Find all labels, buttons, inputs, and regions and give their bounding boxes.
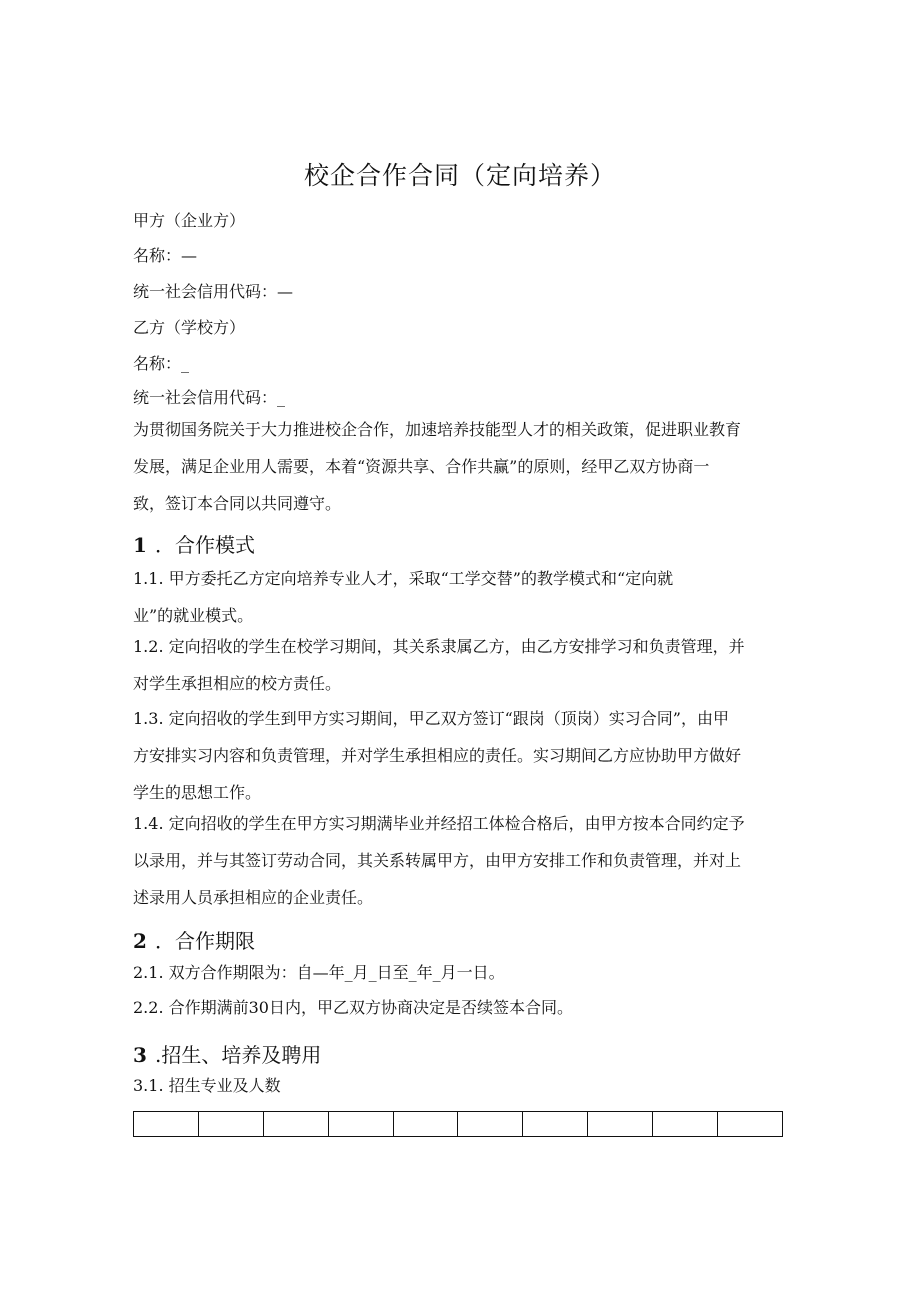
- table-cell: [458, 1112, 523, 1137]
- clause-line: 方安排实习内容和负责管理，并对学生承担相应的责任。实习期间乙方应协助甲方做好: [133, 746, 742, 765]
- clause-line: 学生的思想工作。: [133, 783, 262, 802]
- contract-title: 校企合作合同（定向培养）: [303, 161, 616, 190]
- section-2-heading: [133, 925, 255, 954]
- party-b-name: 名称：_: [133, 354, 190, 373]
- clause-1-3: [133, 700, 788, 811]
- section-1-heading: [133, 529, 255, 558]
- preamble-line: 为贯彻国务院关于大力推进校企合作，加速培养技能型人才的相关政策，促进职业教育: [133, 420, 742, 439]
- table-cell: [653, 1112, 718, 1137]
- clause-line: 1.3. 定向招收的学生到甲方实习期间，甲乙双方签订“跟岗（顶岗）实习合同”，由甲: [133, 709, 729, 728]
- table-cell: [198, 1112, 263, 1137]
- preamble-line: 致，签订本合同以共同遵守。: [133, 494, 342, 513]
- clause-line: 2.2. 合作期满前30日内，甲乙双方协商决定是否续签本合同。: [133, 998, 573, 1017]
- section-title: .招生、培养及聘用: [155, 1043, 322, 1067]
- clause-2-1: [133, 954, 788, 991]
- clause-line: 2.1. 双方合作期限为：自—年_月_日至_年_月一日。: [133, 963, 505, 982]
- clause-1-2: [133, 628, 788, 702]
- clause-line: 业”的就业模式。: [133, 606, 254, 625]
- clause-line: 1.2. 定向招收的学生在校学习期间，其关系隶属乙方，由乙方安排学习和负责管理，并: [133, 637, 745, 656]
- table-cell: [523, 1112, 588, 1137]
- clause-line: 述录用人员承担相应的企业责任。: [133, 888, 374, 907]
- table-cell: [718, 1112, 783, 1137]
- section-number: 3: [133, 1043, 147, 1067]
- clause-line: 以录用，并与其签订劳动合同，其关系转属甲方，由甲方安排工作和负责管理，并对上: [133, 851, 742, 870]
- table-cell: [328, 1112, 393, 1137]
- section-number: 2: [133, 929, 147, 953]
- table-cell: [134, 1112, 199, 1137]
- table-row: [134, 1112, 783, 1137]
- preamble-line: 发展，满足企业用人需要，本着“资源共享、合作共赢”的原则，经甲乙双方协商一: [133, 457, 710, 476]
- clause-2-2: [133, 989, 788, 1026]
- clause-1-1: [133, 560, 788, 634]
- party-b-heading: 乙方（学校方）: [133, 318, 246, 337]
- section-number: 1: [133, 533, 147, 557]
- table-cell: [588, 1112, 653, 1137]
- party-a-name: 名称：—: [133, 246, 198, 265]
- table-cell: [393, 1112, 458, 1137]
- clause-line: 3.1. 招生专业及人数: [133, 1076, 281, 1095]
- clause-line: 对学生承担相应的校方责任。: [133, 674, 342, 693]
- section-title: ．合作模式: [155, 533, 255, 557]
- section-title: ．合作期限: [155, 929, 255, 953]
- party-a-credit-code: 统一社会信用代码：—: [133, 282, 294, 301]
- table-cell: [263, 1112, 328, 1137]
- party-a-heading: 甲方（企业方）: [133, 211, 246, 230]
- party-b-credit-code: 统一社会信用代码：_: [133, 388, 286, 407]
- preamble-paragraph: [133, 411, 788, 522]
- clause-1-4: [133, 805, 788, 916]
- section-3-heading: [133, 1039, 321, 1068]
- clause-line: 1.4. 定向招收的学生在甲方实习期满毕业并经招工体检合格后，由甲方按本合同约定予: [133, 814, 745, 833]
- enrollment-table: [133, 1111, 783, 1137]
- clause-3-1: [133, 1067, 788, 1104]
- clause-line: 1.1. 甲方委托乙方定向培养专业人才，采取“工学交替”的教学模式和“定向就: [133, 569, 674, 588]
